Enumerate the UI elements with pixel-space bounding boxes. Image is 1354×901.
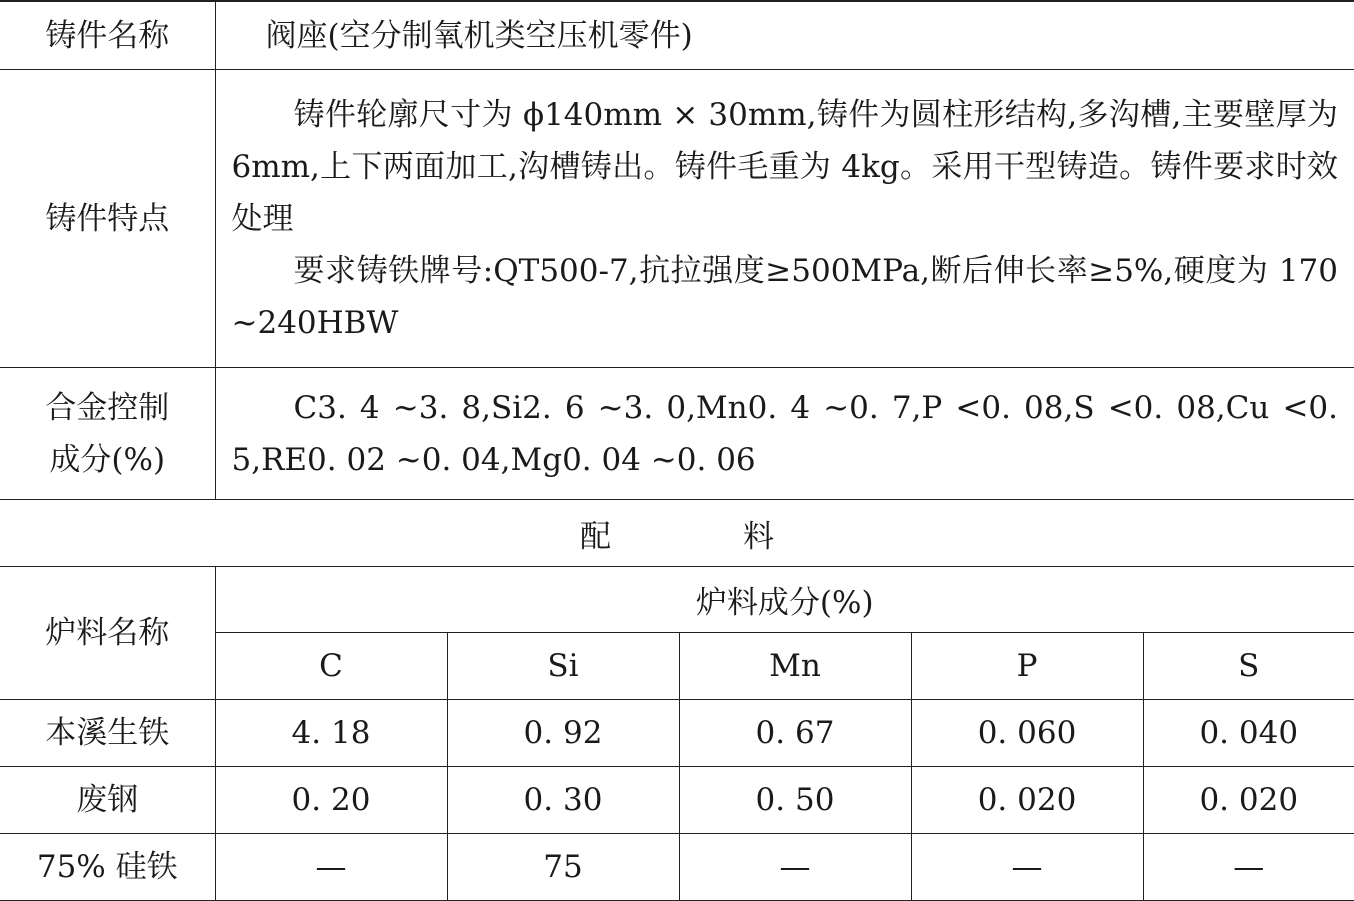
cell-c: 4. 18 [215, 700, 447, 767]
cell-mn: — [679, 834, 911, 901]
cell-c: 0. 20 [215, 767, 447, 834]
charge-composition-header: 炉料成分(%) [215, 567, 1354, 633]
casting-name-row [0, 1, 1354, 70]
column-header-p: P [911, 633, 1143, 700]
cell-si: 0. 92 [447, 700, 679, 767]
alloy-label-line-1: 合金控制 [45, 389, 170, 426]
alloy-composition-text: C3. 4 ~3. 8,Si2. 6 ~3. 0,Mn0. 4 ~0. 7,P <0. 08,S <0. 08,Cu <0. 5,RE0. 02 ~0. 04,Mg0. 04 ~0. 06 [231, 389, 1339, 478]
charge-title-part-1: 配 [580, 518, 611, 555]
cell-c: — [215, 834, 447, 901]
charge-section-title [0, 500, 1354, 567]
row-name: 本溪生铁 [0, 700, 215, 767]
charge-header-row-1 [0, 567, 1354, 633]
column-header-si: Si [447, 633, 679, 700]
casting-features-paragraph-1: 铸件轮廓尺寸为 ϕ140mm × 30mm,铸件为圆柱形结构,多沟槽,主要壁厚为 6mm,上下两面加工,沟槽铸出。铸件毛重为 4kg。采用干型铸造。铸件要求时效处理 [231, 96, 1339, 237]
charge-name-header: 炉料名称 [0, 567, 215, 700]
charge-section-title-row [0, 500, 1354, 567]
cell-s: 0. 040 [1143, 700, 1354, 767]
casting-features-cell [215, 70, 1354, 368]
alloy-composition-row [0, 368, 1354, 500]
cell-s: — [1143, 834, 1354, 901]
column-header-c: C [215, 633, 447, 700]
casting-features-paragraph-2: 要求铸铁牌号:QT500-7,抗拉强度≥500MPa,断后伸长率≥5%,硬度为 170 ~240HBW [231, 252, 1339, 341]
alloy-composition-label [0, 368, 215, 500]
cell-si: 0. 30 [447, 767, 679, 834]
table-row [0, 834, 1354, 901]
cell-si: 75 [447, 834, 679, 901]
row-name: 75% 硅铁 [0, 834, 215, 901]
column-header-mn: Mn [679, 633, 911, 700]
column-header-s: S [1143, 633, 1354, 700]
casting-features-row [0, 70, 1354, 368]
charge-title-part-2: 料 [743, 518, 774, 555]
cell-p: 0. 020 [911, 767, 1143, 834]
alloy-label-line-2: 成分(%) [49, 441, 166, 478]
alloy-composition-value [215, 368, 1354, 500]
row-name: 废钢 [0, 767, 215, 834]
cell-mn: 0. 50 [679, 767, 911, 834]
table-row [0, 700, 1354, 767]
casting-name-label: 铸件名称 [0, 1, 215, 70]
table-row [0, 767, 1354, 834]
casting-name-value: 阀座(空分制氧机类空压机零件) [215, 1, 1354, 70]
cell-s: 0. 020 [1143, 767, 1354, 834]
cell-p: 0. 060 [911, 700, 1143, 767]
casting-features-label: 铸件特点 [0, 70, 215, 368]
cell-p: — [911, 834, 1143, 901]
cell-mn: 0. 67 [679, 700, 911, 767]
